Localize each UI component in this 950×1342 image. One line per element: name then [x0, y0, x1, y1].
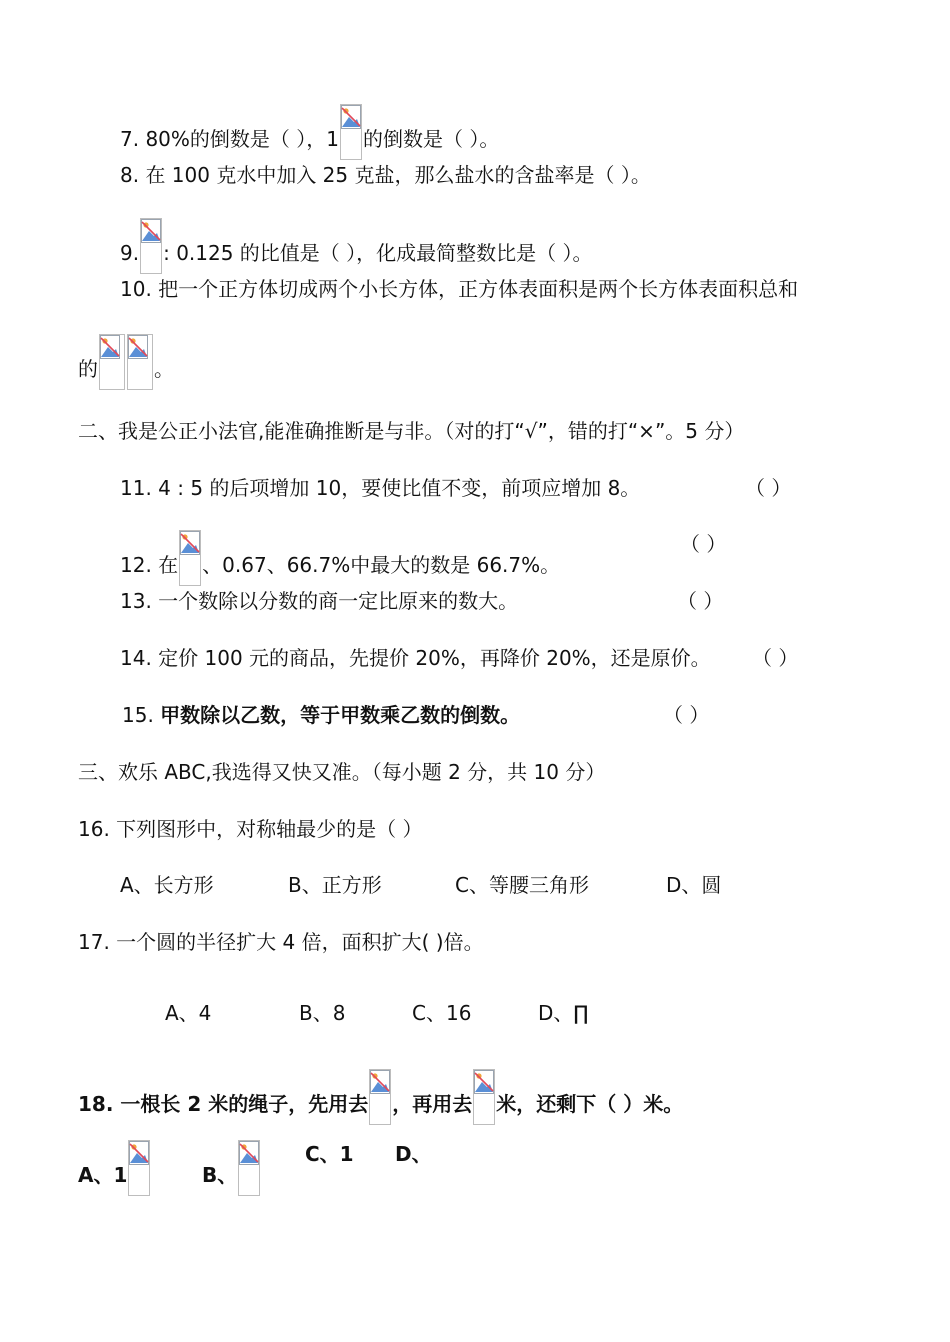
question-14-answer-paren: （ ） [752, 646, 799, 670]
question-18-option-c: C、1 [305, 1142, 354, 1166]
question-7 [120, 104, 499, 160]
question-18-part-c: 米，还剩下（ ）米。 [496, 1092, 684, 1116]
question-13: 13. 一个数除以分数的商一定比原来的数大。 [120, 589, 519, 613]
question-16-option-b: B、正方形 [288, 873, 382, 897]
question-11: 11. 4 : 5 的后项增加 10，要使比值不变，前项应增加 8。 [120, 476, 641, 500]
section-2-heading: 二、我是公正小法官,能准确推断是与非。（对的打“√”，错的打“×”。5 分） [78, 419, 745, 443]
question-9 [120, 218, 593, 274]
question-17-option-a: A、4 [165, 1001, 212, 1025]
question-10-line-1: 10. 把一个正方体切成两个小长方体，正方体表面积是两个长方体表面积总和 [120, 277, 799, 301]
question-15 [122, 701, 520, 729]
fraction-image-icon [473, 1069, 495, 1125]
question-17-option-c: C、16 [412, 1001, 472, 1025]
question-12-part-a: 12. 在 [120, 553, 179, 577]
question-9-part-b: : 0.125 的比值是（ ），化成最简整数比是（ ）。 [163, 241, 593, 265]
question-10-part-b1: 的 [78, 357, 98, 381]
question-17: 17. 一个圆的半径扩大 4 倍，面积扩大( )倍。 [78, 930, 484, 954]
question-18-option-b-text: B、 [202, 1163, 238, 1187]
question-10-line-2 [78, 334, 174, 390]
fraction-image-icon [99, 334, 125, 390]
question-18-option-b [202, 1140, 261, 1196]
question-7-part-a: 7. 80%的倒数是（ ），1 [120, 127, 339, 151]
question-8: 8. 在 100 克水中加入 25 克盐，那么盐水的含盐率是（ ）。 [120, 163, 651, 187]
fraction-image-icon [140, 218, 162, 274]
question-18 [78, 1069, 683, 1125]
question-18-option-a [78, 1140, 151, 1196]
question-9-part-a: 9. [120, 241, 140, 265]
question-14: 14. 定价 100 元的商品，先提价 20%，再降价 20%，还是原价。 [120, 646, 711, 670]
question-16-option-a: A、长方形 [120, 873, 214, 897]
question-18-part-b: ，再用去 [392, 1092, 473, 1116]
question-18-option-a-text: A、1 [78, 1163, 128, 1187]
fraction-image-icon [238, 1140, 260, 1196]
fraction-image-icon [369, 1069, 391, 1125]
fraction-image-icon [340, 104, 362, 160]
question-16-option-d: D、圆 [666, 873, 722, 897]
question-11-answer-paren: （ ） [745, 476, 792, 500]
question-15-answer-paren: （ ） [663, 703, 710, 727]
section-3-heading: 三、欢乐 ABC,我选得又快又准。（每小题 2 分，共 10 分） [78, 760, 606, 784]
question-15-text: 甲数除以乙数，等于甲数乘乙数的倒数。 [160, 703, 521, 727]
question-17-option-d: D、∏ [538, 1001, 589, 1025]
question-13-answer-paren: （ ） [677, 589, 724, 613]
fraction-image-icon [128, 1140, 150, 1196]
question-18-option-d: D、 [395, 1142, 432, 1166]
question-12 [120, 530, 560, 586]
question-12-answer-paren: （ ） [680, 532, 727, 556]
fraction-image-icon [127, 334, 153, 390]
fraction-image-icon [179, 530, 201, 586]
question-17-option-b: B、8 [299, 1001, 346, 1025]
question-15-number: 15. [122, 703, 161, 727]
question-10-part-b2: 。 [154, 357, 174, 381]
question-18-part-a: 18. 一根长 2 米的绳子，先用去 [78, 1092, 369, 1116]
question-7-part-b: 的倒数是（ ）。 [362, 127, 500, 151]
question-16-option-c: C、等腰三角形 [455, 873, 589, 897]
question-16: 16. 下列图形中，对称轴最少的是（ ） [78, 817, 423, 841]
question-12-part-b: 、0.67、66.7%中最大的数是 66.7%。 [202, 553, 561, 577]
